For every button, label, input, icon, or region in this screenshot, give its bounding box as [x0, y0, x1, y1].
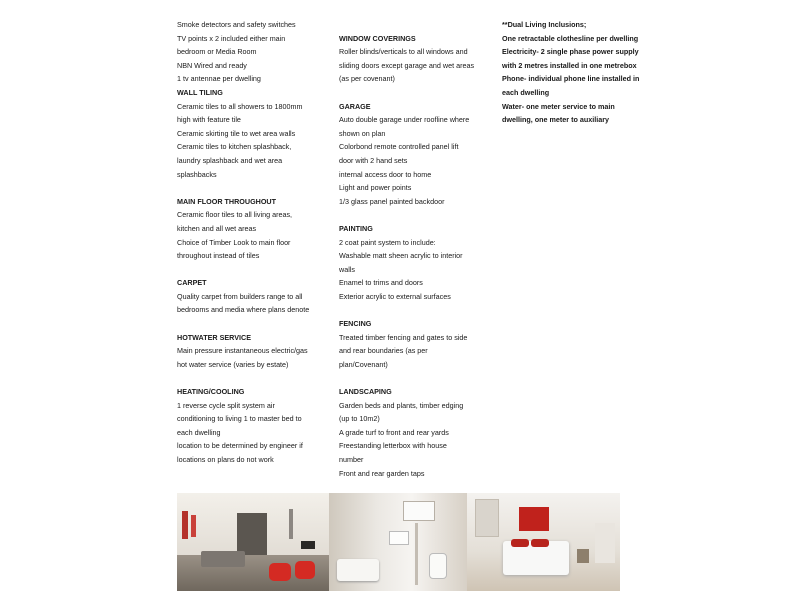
spacer — [339, 371, 489, 385]
doorway — [237, 513, 267, 555]
bathroom-photo — [329, 493, 467, 591]
text-line: door with 2 hand sets — [339, 155, 408, 165]
section-heading-main-floor: MAIN FLOOR THROUGHOUT — [177, 196, 277, 206]
wall-art-red — [182, 511, 188, 539]
text-line: Water- one meter service to main — [502, 101, 615, 111]
text-line: (up to 10m2) — [339, 414, 380, 424]
basin — [389, 531, 409, 545]
text-line: Garden beds and plants, timber edging — [339, 400, 464, 410]
text-line: 1 reverse cycle split system air — [177, 400, 275, 410]
red-artwork — [519, 507, 549, 531]
window — [403, 501, 435, 521]
text-line: Choice of Timber Look to main floor — [177, 237, 291, 247]
text-line: Colorbond remote controlled panel lift — [339, 142, 459, 152]
text-line: bedroom or Media Room — [177, 47, 257, 57]
text-line: internal access door to home — [339, 169, 432, 179]
window — [475, 499, 499, 537]
bedside-table — [577, 549, 589, 563]
text-line: Phone- individual phone line installed in — [502, 74, 640, 84]
text-line: location to be determined by engineer if — [177, 441, 303, 451]
text-line: Electricity- 2 single phase power supply — [502, 47, 639, 57]
bedroom-photo — [467, 493, 620, 591]
text-line: each dwelling — [502, 87, 550, 97]
text-line: Freestanding letterbox with house — [339, 441, 447, 451]
toilet — [429, 553, 447, 579]
section-heading-carpet: CARPET — [177, 278, 207, 288]
section-heading-wall-tiling: WALL TILING — [177, 87, 223, 97]
pillow — [531, 539, 549, 547]
text-line: Roller blinds/verticals to all windows and — [339, 47, 468, 57]
text-line: (as per covenant) — [339, 74, 395, 84]
text-line: dwelling, one meter to auxiliary — [502, 115, 610, 125]
wardrobe — [595, 523, 615, 563]
text-line: One retractable clothesline per dwelling — [502, 33, 639, 43]
text-line: and rear boundaries (as per — [339, 346, 428, 356]
section-heading-fencing: FENCING — [339, 319, 372, 329]
text-line: laundry splashback and wet area — [177, 155, 283, 165]
red-chair — [295, 561, 315, 579]
bathtub — [337, 559, 379, 581]
tv — [301, 541, 315, 549]
text-line: bedrooms and media where plans denote — [177, 305, 310, 315]
text-line: NBN Wired and ready — [177, 60, 247, 70]
wall-art-red — [191, 515, 196, 537]
pillow — [511, 539, 529, 547]
text-line: Front and rear garden taps — [339, 468, 425, 478]
lamp — [289, 509, 293, 539]
living-room-photo — [177, 493, 329, 591]
inclusions-column-2 — [339, 18, 489, 480]
text-line: kitchen and all wet areas — [177, 223, 257, 233]
text-line: each dwelling — [177, 427, 221, 437]
dual-living-heading: **Dual Living Inclusions; — [502, 20, 587, 29]
text-line: Ceramic tiles to kitchen splashback, — [177, 142, 292, 152]
text-line: Washable matt sheen acrylic to interior — [339, 251, 463, 261]
text-line: with 2 metres installed in one metrebox — [502, 60, 637, 70]
sofa — [201, 551, 245, 567]
text-line: sliding doors except garage and wet areas — [339, 60, 475, 70]
text-line: Ceramic floor tiles to all living areas, — [177, 210, 293, 220]
text-line: 1/3 glass panel painted backdoor — [339, 196, 445, 206]
spacer — [339, 208, 489, 222]
spacer — [177, 371, 327, 385]
text-line: number — [339, 455, 364, 464]
text-line: Smoke detectors and safety switches — [177, 20, 296, 29]
text-line: Enamel to trims and doors — [339, 278, 423, 288]
spacer — [177, 317, 327, 331]
spacer — [177, 181, 327, 195]
text-line: Light and power points — [339, 183, 412, 193]
shower-screen — [415, 523, 418, 585]
text-line: throughout instead of tiles — [177, 251, 260, 261]
text-line: Treated timber fencing and gates to side — [339, 332, 468, 342]
text-line: Exterior acrylic to external surfaces — [339, 291, 451, 301]
text-line: walls — [339, 264, 355, 274]
section-heading-heating-cooling: HEATING/COOLING — [177, 387, 245, 397]
red-chair — [269, 563, 291, 581]
text-line: 1 tv antennae per dwelling — [177, 74, 261, 84]
text-line: Quality carpet from builders range to all — [177, 291, 303, 301]
spacer — [339, 18, 489, 32]
text-line: high with feature tile — [177, 115, 241, 125]
section-heading-window-coverings: WINDOW COVERINGS — [339, 33, 416, 43]
text-line: Ceramic tiles to all showers to 1800mm — [177, 101, 303, 111]
spacer — [177, 263, 327, 277]
section-heading-painting: PAINTING — [339, 223, 373, 233]
dual-living-inclusions — [502, 18, 642, 127]
inclusions-column-1 — [177, 18, 327, 467]
text-line: Ceramic skirting tile to wet area walls — [177, 128, 296, 138]
text-line: hot water service (varies by estate) — [177, 359, 289, 369]
interior-photo-strip — [177, 493, 620, 591]
text-line: Auto double garage under roofline where — [339, 115, 470, 125]
spacer — [339, 86, 489, 100]
text-line: Main pressure instantaneous electric/gas — [177, 346, 308, 356]
text-line: splashbacks — [177, 169, 217, 179]
text-line: 2 coat paint system to include: — [339, 237, 436, 247]
spacer — [339, 303, 489, 317]
section-heading-hotwater: HOTWATER SERVICE — [177, 332, 252, 342]
text-line: A grade turf to front and rear yards — [339, 427, 449, 437]
text-line: conditioning to living 1 to master bed to — [177, 414, 302, 424]
section-heading-garage: GARAGE — [339, 101, 371, 111]
text-line: shown on plan — [339, 128, 386, 138]
text-line: plan/Covenant) — [339, 359, 388, 369]
section-heading-landscaping: LANDSCAPING — [339, 387, 392, 397]
text-line: locations on plans do not work — [177, 455, 274, 464]
text-line: TV points x 2 included either main — [177, 33, 286, 43]
